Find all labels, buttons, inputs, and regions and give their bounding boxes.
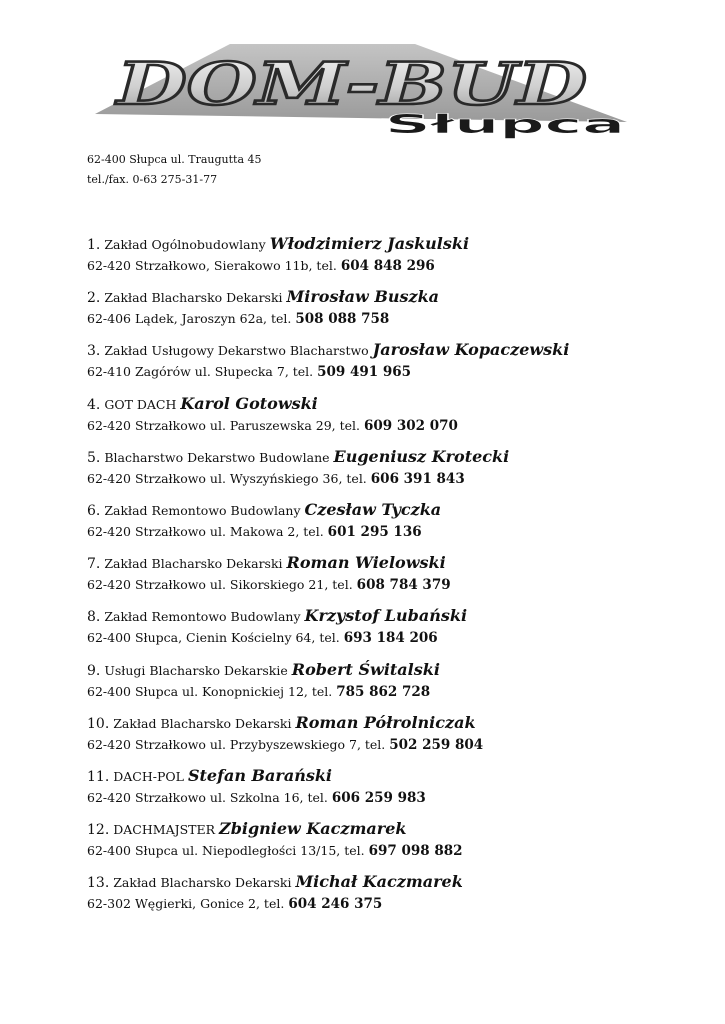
entry-person-name: Roman Półrolniczak [295, 712, 476, 732]
entry-heading [87, 232, 707, 257]
entry-number: 8. [87, 609, 101, 626]
entry-company: Zakład Blacharsko Dekarski [113, 875, 292, 891]
logo-sub-text: Słupca [385, 110, 625, 140]
list-item [87, 392, 707, 445]
entry-heading [87, 658, 707, 683]
entry-heading [87, 604, 707, 629]
company-phone-fax: tel./fax. 0-63 275-31-77 [87, 173, 218, 186]
entry-heading [87, 551, 707, 576]
entry-contact [87, 736, 707, 754]
entry-company: Zakład Remontowo Budowlany [104, 502, 301, 518]
entry-heading [87, 498, 707, 523]
entry-address: 62-406 Lądek, Jaroszyn 62a, tel. [87, 311, 292, 327]
entry-company: Zakład Usługowy Dekarstwo Blacharstwo [104, 343, 369, 359]
logo-main-text: DOM-BUD [114, 50, 587, 118]
entry-person-name: Krzystof Lubański [304, 606, 468, 626]
entry-address: 62-410 Zagórów ul. Słupecka 7, tel. [87, 364, 314, 380]
entry-heading [87, 870, 707, 895]
entry-phone: 693 184 206 [343, 630, 438, 647]
entry-company: DACHMAJSTER [113, 822, 216, 838]
company-address-block [87, 150, 262, 190]
entry-contact [87, 363, 707, 381]
entry-contact [87, 470, 707, 488]
entry-address: 62-400 Słupca ul. Niepodległości 13/15, tel. [87, 843, 365, 859]
entry-company: DACH-POL [113, 768, 184, 784]
entry-company: Usługi Blacharsko Dekarskie [104, 662, 288, 678]
entry-company: Zakład Blacharsko Dekarski [104, 556, 283, 572]
entry-phone: 601 295 136 [327, 523, 422, 540]
entry-heading [87, 817, 707, 842]
entry-number: 6. [87, 502, 101, 519]
entry-company: Zakład Remontowo Budowlany [104, 609, 301, 625]
entry-person-name: Czesław Tyczka [304, 499, 442, 519]
entry-address: 62-420 Strzałkowo ul. Przybyszewskiego 7, tel. [87, 736, 386, 752]
list-item [87, 658, 707, 711]
list-item [87, 711, 707, 764]
entry-company: GOT DACH [104, 396, 177, 412]
entry-heading [87, 764, 707, 789]
entry-heading [87, 711, 707, 736]
entry-person-name: Jarosław Kopaczewski [372, 340, 570, 360]
entry-contact [87, 895, 707, 913]
list-item [87, 604, 707, 657]
entry-address: 62-420 Strzałkowo ul. Paruszewska 29, tel. [87, 417, 360, 433]
entry-phone: 606 259 983 [331, 789, 426, 806]
entry-company: Blacharstwo Dekarstwo Budowlane [104, 449, 330, 465]
list-item [87, 764, 707, 817]
entry-person-name: Stefan Barański [187, 765, 333, 785]
entry-person-name: Robert Świtalski [291, 659, 440, 679]
company-logo [95, 40, 635, 140]
entry-number: 2. [87, 290, 101, 307]
entry-address: 62-420 Strzałkowo, Sierakowo 11b, tel. [87, 258, 337, 273]
entry-contact [87, 417, 707, 435]
entry-heading [87, 445, 707, 470]
list-item [87, 445, 707, 498]
entry-number: 3. [87, 343, 101, 360]
entry-phone: 502 259 804 [389, 736, 484, 753]
entry-contact [87, 842, 707, 860]
entry-person-name: Karol Gotowski [180, 393, 318, 413]
list-item [87, 870, 707, 923]
entry-contact [87, 789, 707, 807]
entry-person-name: Włodzimierz Jaskulski [269, 234, 470, 253]
entry-number: 7. [87, 556, 101, 573]
list-item [87, 232, 707, 285]
entry-phone: 609 302 070 [363, 417, 458, 434]
entry-number: 13. [87, 875, 110, 892]
entry-address: 62-302 Węgierki, Gonice 2, tel. [87, 896, 285, 912]
entry-address: 62-420 Strzałkowo ul. Szkolna 16, tel. [87, 789, 328, 805]
entry-phone: 604 246 375 [288, 896, 383, 913]
entry-contact [87, 523, 707, 541]
entry-contact [87, 257, 707, 275]
entry-company: Zakład Blacharsko Dekarski [113, 715, 292, 731]
entry-company: Zakład Blacharsko Dekarski [104, 290, 283, 306]
entry-phone: 608 784 379 [356, 577, 451, 594]
entry-phone: 509 491 965 [317, 364, 412, 381]
entry-heading [87, 285, 707, 310]
entry-phone: 508 088 758 [295, 311, 390, 328]
entry-phone: 606 391 843 [370, 470, 465, 487]
entry-person-name: Roman Wielowski [286, 553, 446, 573]
entry-number: 9. [87, 662, 101, 679]
entry-number: 11. [87, 768, 110, 785]
entry-number: 5. [87, 449, 101, 466]
contractor-list [87, 232, 707, 923]
entry-number: 10. [87, 715, 110, 732]
entry-contact [87, 576, 707, 594]
company-address: 62-400 Słupca ul. Traugutta 45 [87, 153, 262, 166]
list-item [87, 551, 707, 604]
entry-contact [87, 310, 707, 328]
entry-address: 62-420 Strzałkowo ul. Makowa 2, tel. [87, 523, 324, 539]
entry-address: 62-420 Strzałkowo ul. Wyszyńskiego 36, tel. [87, 470, 367, 486]
entry-phone: 697 098 882 [368, 843, 463, 860]
entry-company: Zakład Ogólnobudowlany [104, 237, 266, 252]
entry-heading [87, 338, 707, 363]
entry-person-name: Mirosław Buszka [286, 287, 440, 307]
entry-contact [87, 629, 707, 647]
entry-address: 62-420 Strzałkowo ul. Sikorskiego 21, tel. [87, 577, 353, 593]
entry-phone: 785 862 728 [336, 683, 431, 700]
entry-number: 1. [87, 237, 101, 253]
list-item [87, 285, 707, 338]
entry-number: 12. [87, 822, 110, 839]
entry-address: 62-400 Słupca ul. Konopnickiej 12, tel. [87, 683, 333, 699]
entry-address: 62-400 Słupca, Cienin Kościelny 64, tel. [87, 630, 340, 646]
entry-heading [87, 392, 707, 417]
entry-phone: 604 848 296 [340, 258, 435, 274]
entry-person-name: Zbigniew Kaczmarek [219, 819, 407, 839]
list-item [87, 498, 707, 551]
entry-person-name: Michał Kaczmarek [295, 872, 463, 892]
list-item [87, 817, 707, 870]
entry-number: 4. [87, 396, 101, 413]
entry-person-name: Eugeniusz Krotecki [333, 446, 510, 466]
list-item [87, 338, 707, 391]
logo-graphic [95, 40, 635, 140]
entry-contact [87, 683, 707, 701]
